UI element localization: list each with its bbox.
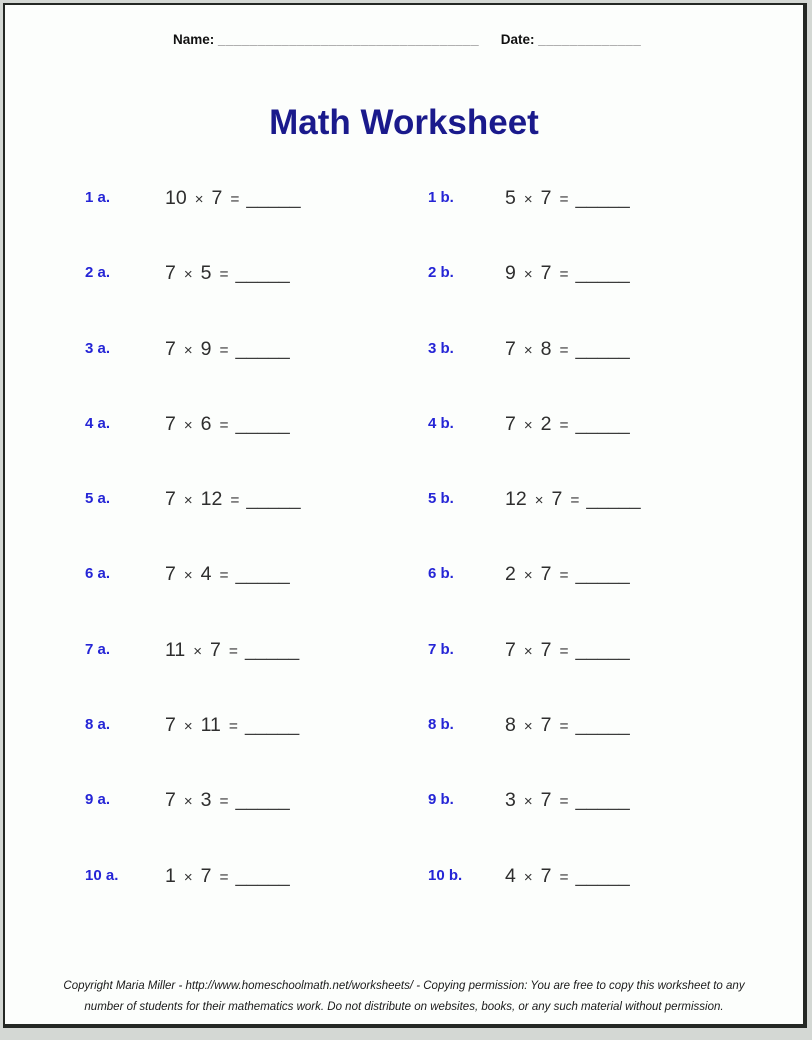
problem-number-label: 8 b. bbox=[428, 716, 454, 734]
times-sign: × bbox=[183, 868, 193, 886]
problem-expression bbox=[505, 413, 630, 436]
problem-number-label: 9 b. bbox=[428, 791, 454, 809]
factor-1: 8 bbox=[505, 714, 516, 737]
problem-row bbox=[5, 639, 803, 714]
equals-sign: = bbox=[559, 868, 569, 886]
answer-blank: _____ bbox=[575, 714, 630, 737]
answer-blank: _____ bbox=[575, 789, 630, 812]
problem-cell-a bbox=[85, 187, 428, 210]
equals-sign: = bbox=[559, 718, 569, 736]
factor-2: 7 bbox=[540, 638, 552, 661]
problem-number-label: 7 a. bbox=[85, 640, 111, 658]
answer-blank: _____ bbox=[575, 412, 630, 435]
answer-blank: _____ bbox=[235, 337, 290, 360]
problem-row bbox=[5, 714, 803, 789]
factor-1: 7 bbox=[505, 412, 516, 435]
factor-1: 5 bbox=[505, 187, 516, 209]
times-sign: × bbox=[193, 642, 203, 660]
times-sign: × bbox=[183, 567, 193, 585]
problem-row bbox=[5, 413, 803, 488]
factor-1: 2 bbox=[505, 563, 516, 586]
problem-expression bbox=[165, 413, 290, 436]
factor-2: 7 bbox=[200, 864, 212, 887]
problem-expression bbox=[505, 789, 630, 812]
equals-sign: = bbox=[219, 416, 229, 434]
factor-1: 7 bbox=[505, 337, 516, 360]
factor-2: 4 bbox=[200, 563, 212, 586]
problem-cell-a bbox=[85, 413, 428, 436]
factor-1: 7 bbox=[165, 563, 176, 586]
factor-2: 7 bbox=[540, 563, 552, 586]
factor-1: 7 bbox=[165, 714, 176, 737]
factor-2: 8 bbox=[540, 337, 552, 360]
factor-2: 7 bbox=[540, 789, 552, 812]
answer-blank: _____ bbox=[575, 864, 630, 887]
equals-sign: = bbox=[570, 492, 580, 510]
equals-sign: = bbox=[559, 266, 569, 284]
factor-1: 3 bbox=[505, 789, 516, 812]
equals-sign: = bbox=[559, 793, 569, 811]
times-sign: × bbox=[523, 793, 533, 811]
answer-blank: _____ bbox=[575, 638, 630, 661]
problem-expression bbox=[505, 563, 630, 586]
factor-2: 7 bbox=[211, 187, 223, 209]
problem-expression bbox=[505, 262, 630, 285]
problem-expression bbox=[505, 714, 630, 737]
factor-1: 11 bbox=[165, 638, 186, 661]
times-sign: × bbox=[183, 718, 193, 736]
problem-number-label: 7 b. bbox=[428, 640, 454, 658]
answer-blank: _____ bbox=[575, 563, 630, 586]
problems-list bbox=[5, 187, 803, 940]
problem-expression bbox=[165, 563, 290, 586]
problem-expression bbox=[165, 865, 290, 888]
problem-number-label: 10 b. bbox=[428, 866, 463, 884]
problem-row bbox=[5, 789, 803, 864]
problem-number-label: 1 b. bbox=[428, 189, 454, 206]
page-title: Math Worksheet bbox=[269, 103, 539, 142]
factor-1: 7 bbox=[165, 262, 176, 285]
problem-cell-a bbox=[85, 789, 428, 812]
equals-sign: = bbox=[228, 642, 238, 660]
factor-1: 7 bbox=[165, 488, 176, 511]
factor-2: 2 bbox=[540, 412, 552, 435]
problem-number-label: 10 a. bbox=[85, 866, 119, 884]
problem-number-label: 2 b. bbox=[428, 264, 454, 282]
times-sign: × bbox=[534, 492, 544, 510]
factor-2: 7 bbox=[210, 638, 221, 661]
factor-2: 7 bbox=[540, 187, 552, 209]
problem-number-label: 5 a. bbox=[85, 490, 111, 508]
factor-1: 9 bbox=[505, 262, 516, 285]
factor-2: 7 bbox=[540, 262, 552, 285]
times-sign: × bbox=[523, 191, 533, 208]
equals-sign: = bbox=[559, 341, 569, 359]
answer-blank: _____ bbox=[235, 563, 290, 586]
problem-number-label: 4 a. bbox=[85, 414, 111, 432]
times-sign: × bbox=[523, 567, 533, 585]
copyright-line-2: number of students for their mathematics work. Do not distribute on websites, books, or any such material without permission. bbox=[84, 1001, 724, 1013]
problem-expression bbox=[505, 338, 630, 361]
factor-2: 5 bbox=[200, 262, 212, 285]
problem-cell-a bbox=[85, 714, 428, 737]
problem-number-label: 3 a. bbox=[85, 339, 111, 357]
answer-blank: _____ bbox=[246, 488, 301, 511]
factor-2: 9 bbox=[200, 337, 212, 360]
name-blank-line: _________________________________ bbox=[218, 32, 479, 47]
problem-cell-a bbox=[85, 563, 428, 586]
times-sign: × bbox=[523, 341, 533, 359]
problem-cell-b bbox=[428, 262, 630, 285]
equals-sign: = bbox=[559, 191, 569, 208]
problem-number-label: 1 a. bbox=[85, 189, 111, 206]
equals-sign: = bbox=[559, 416, 569, 434]
factor-1: 12 bbox=[505, 488, 527, 511]
worksheet-page bbox=[3, 3, 807, 1028]
copyright-line-1: Copyright Maria Miller - http://www.homeschoolmath.net/worksheets/ - Copying permission: You are free to copy this worksheet to any bbox=[63, 980, 745, 992]
equals-sign: = bbox=[219, 793, 229, 811]
problem-cell-b bbox=[428, 187, 630, 210]
problem-row bbox=[5, 563, 803, 638]
problem-cell-a bbox=[85, 262, 428, 285]
problem-number-label: 5 b. bbox=[428, 490, 454, 508]
problem-number-label: 9 a. bbox=[85, 791, 111, 809]
problem-row bbox=[5, 865, 803, 940]
problem-cell-b bbox=[428, 413, 630, 436]
problem-cell-b bbox=[428, 714, 630, 737]
problem-cell-b bbox=[428, 488, 641, 511]
factor-1: 7 bbox=[165, 412, 176, 435]
answer-blank: _____ bbox=[575, 187, 630, 209]
equals-sign: = bbox=[230, 492, 240, 510]
factor-2: 7 bbox=[540, 864, 552, 887]
times-sign: × bbox=[523, 718, 533, 736]
answer-blank: _____ bbox=[235, 864, 290, 887]
problem-number-label: 6 b. bbox=[428, 565, 454, 583]
problem-row bbox=[5, 338, 803, 413]
factor-2: 12 bbox=[200, 488, 223, 511]
problem-expression bbox=[165, 714, 299, 737]
answer-blank: _____ bbox=[246, 187, 301, 209]
factor-1: 7 bbox=[165, 789, 176, 812]
answer-blank: _____ bbox=[235, 412, 290, 435]
factor-1: 7 bbox=[505, 638, 516, 661]
problem-row bbox=[5, 488, 803, 563]
problem-cell-a bbox=[85, 865, 428, 888]
answer-blank: _____ bbox=[235, 262, 290, 285]
date-blank-line: _____________ bbox=[538, 32, 642, 47]
equals-sign: = bbox=[559, 567, 569, 585]
problem-expression bbox=[505, 488, 641, 511]
answer-blank: _____ bbox=[586, 488, 641, 511]
answer-blank: _____ bbox=[575, 337, 630, 360]
times-sign: × bbox=[194, 191, 204, 208]
problem-expression bbox=[165, 262, 290, 285]
answer-blank: _____ bbox=[244, 638, 300, 661]
factor-1: 1 bbox=[165, 864, 176, 887]
times-sign: × bbox=[523, 266, 533, 284]
copyright-footer bbox=[5, 976, 803, 1018]
factor-1: 10 bbox=[165, 187, 187, 209]
problem-number-label: 3 b. bbox=[428, 339, 454, 357]
equals-sign: = bbox=[228, 718, 238, 736]
answer-blank: _____ bbox=[575, 262, 630, 285]
name-label: Name: bbox=[173, 32, 215, 47]
problem-expression bbox=[505, 865, 630, 888]
problem-cell-b bbox=[428, 789, 630, 812]
equals-sign: = bbox=[559, 642, 569, 660]
equals-sign: = bbox=[219, 868, 229, 886]
factor-2: 3 bbox=[200, 789, 212, 812]
problem-cell-b bbox=[428, 865, 630, 888]
problem-expression bbox=[165, 639, 299, 662]
factor-2: 6 bbox=[200, 412, 212, 435]
problem-cell-b bbox=[428, 563, 630, 586]
equals-sign: = bbox=[230, 191, 240, 208]
problem-expression bbox=[165, 187, 301, 210]
equals-sign: = bbox=[219, 341, 229, 359]
problem-row bbox=[5, 187, 803, 262]
problem-expression bbox=[165, 338, 290, 361]
factor-1: 4 bbox=[505, 864, 516, 887]
answer-blank: _____ bbox=[235, 789, 290, 812]
factor-2: 7 bbox=[540, 714, 552, 737]
times-sign: × bbox=[183, 266, 193, 284]
factor-2: 7 bbox=[551, 488, 563, 511]
times-sign: × bbox=[523, 416, 533, 434]
problem-number-label: 2 a. bbox=[85, 264, 111, 282]
answer-blank: _____ bbox=[244, 714, 300, 737]
problem-expression bbox=[505, 187, 630, 210]
problem-expression bbox=[165, 488, 301, 511]
times-sign: × bbox=[523, 642, 533, 660]
problem-number-label: 4 b. bbox=[428, 414, 454, 432]
equals-sign: = bbox=[219, 567, 229, 585]
equals-sign: = bbox=[219, 266, 229, 284]
problem-number-label: 8 a. bbox=[85, 716, 111, 734]
problem-expression bbox=[165, 789, 290, 812]
times-sign: × bbox=[183, 793, 193, 811]
date-label: Date: bbox=[500, 32, 535, 47]
problem-cell-a bbox=[85, 639, 428, 662]
name-date-row bbox=[173, 32, 803, 47]
problem-number-label: 6 a. bbox=[85, 565, 111, 583]
problem-cell-a bbox=[85, 338, 428, 361]
factor-1: 7 bbox=[165, 337, 176, 360]
times-sign: × bbox=[183, 492, 193, 510]
problem-cell-a bbox=[85, 488, 428, 511]
times-sign: × bbox=[523, 868, 533, 886]
problem-row bbox=[5, 262, 803, 337]
problem-expression bbox=[505, 639, 630, 662]
times-sign: × bbox=[183, 341, 193, 359]
problem-cell-b bbox=[428, 338, 630, 361]
times-sign: × bbox=[183, 416, 193, 434]
factor-2: 11 bbox=[200, 714, 221, 737]
problem-cell-b bbox=[428, 639, 630, 662]
